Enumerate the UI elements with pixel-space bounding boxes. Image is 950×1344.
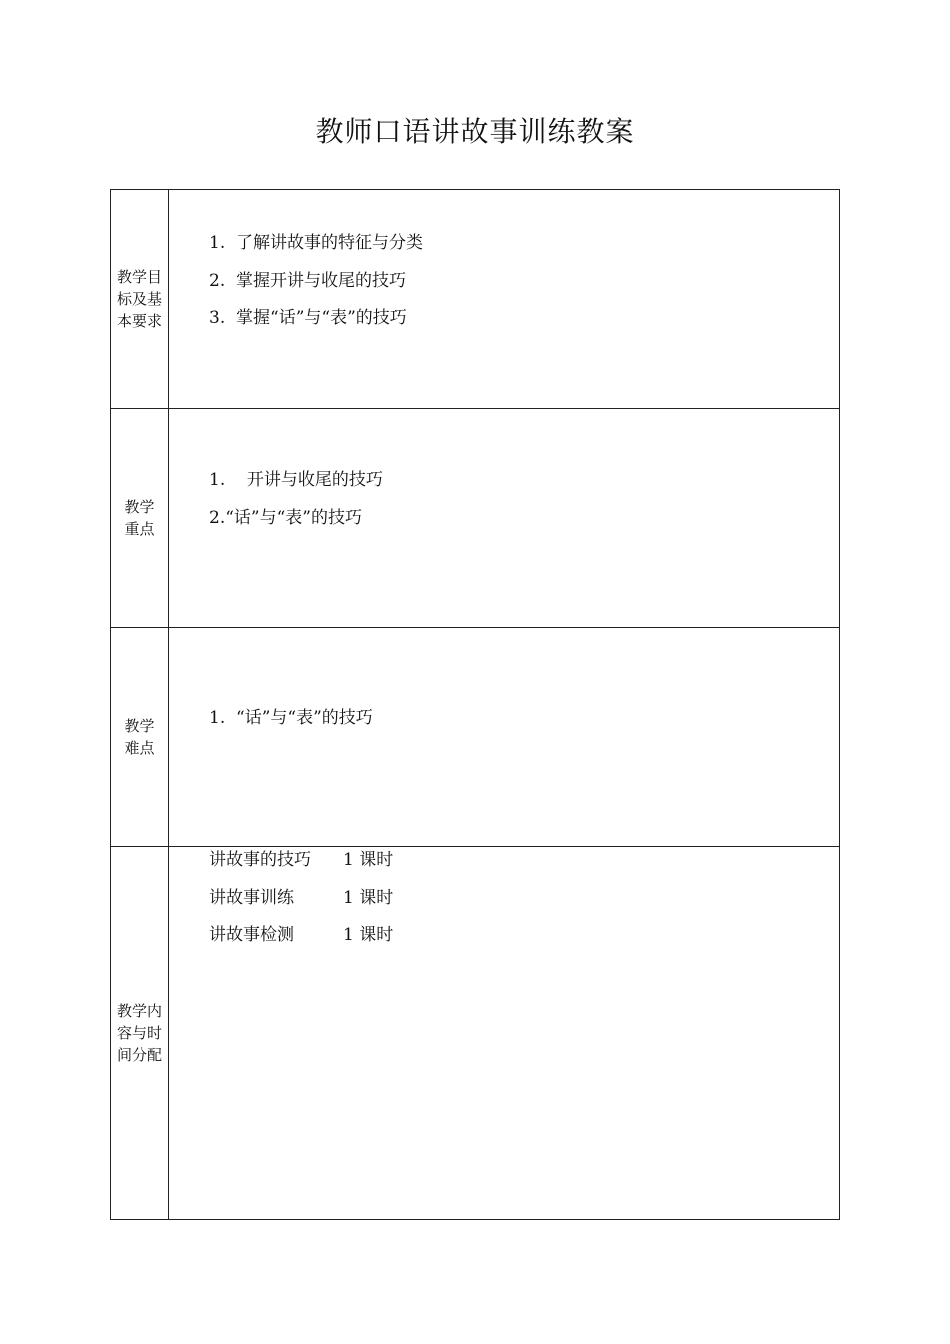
schedule-item-time: 1 课时 — [343, 850, 394, 870]
goals-item — [209, 268, 839, 306]
document-title: 教师口语讲故事训练教案 — [315, 115, 635, 148]
schedule-item-name: 讲故事的技巧 — [209, 850, 311, 870]
key-points-item-number: 1. — [209, 470, 226, 490]
key-points-item — [209, 467, 839, 505]
key-points-content-cell — [169, 409, 840, 628]
goals-item-number: 2. — [209, 270, 226, 291]
difficulties-content-cell — [169, 628, 840, 847]
goals-item-text: 掌握开讲与收尾的技巧 — [236, 270, 407, 291]
goals-item-text: 了解讲故事的特征与分类 — [236, 233, 424, 253]
key-points-item-text: 开讲与收尾的技巧 — [246, 470, 383, 490]
schedule-item — [209, 885, 839, 923]
goals-item-number: 1. — [209, 233, 226, 253]
schedule-item — [209, 922, 839, 960]
key-points-label-cell — [111, 409, 169, 628]
goals-content-cell — [169, 190, 840, 409]
key-points-label: 教学重点 — [124, 498, 155, 538]
goals-label: 教学目标及基本要求 — [116, 268, 162, 330]
difficulties-item — [209, 705, 839, 743]
lesson-plan-table — [110, 189, 840, 1220]
difficulties-item-number: 1. — [209, 708, 226, 728]
goals-item — [209, 305, 839, 343]
key-points-item-number: 2. — [209, 507, 226, 528]
schedule-content-cell — [169, 847, 840, 1220]
schedule-item-time: 1 课时 — [343, 887, 394, 908]
key-points-item — [209, 505, 839, 543]
key-points-item-text: “话”与“表”的技巧 — [225, 507, 362, 528]
goals-item — [209, 230, 839, 268]
difficulties-row — [111, 628, 840, 847]
difficulties-item-text: “话”与“表”的技巧 — [236, 708, 373, 728]
schedule-row — [111, 847, 840, 1220]
goals-label-cell — [111, 190, 169, 409]
goals-item-text: 掌握“话”与“表”的技巧 — [236, 308, 407, 328]
difficulties-label: 教学难点 — [124, 717, 155, 757]
key-points-row — [111, 409, 840, 628]
schedule-item-time: 1 课时 — [343, 925, 394, 945]
schedule-label-cell — [111, 847, 169, 1220]
schedule-label: 教学内容与时间分配 — [116, 1002, 162, 1064]
schedule-item-name: 讲故事训练 — [209, 887, 294, 908]
schedule-item — [209, 847, 839, 885]
goals-item-number: 3. — [209, 308, 226, 328]
difficulties-label-cell — [111, 628, 169, 847]
schedule-item-name: 讲故事检测 — [209, 925, 294, 945]
goals-row — [111, 190, 840, 409]
